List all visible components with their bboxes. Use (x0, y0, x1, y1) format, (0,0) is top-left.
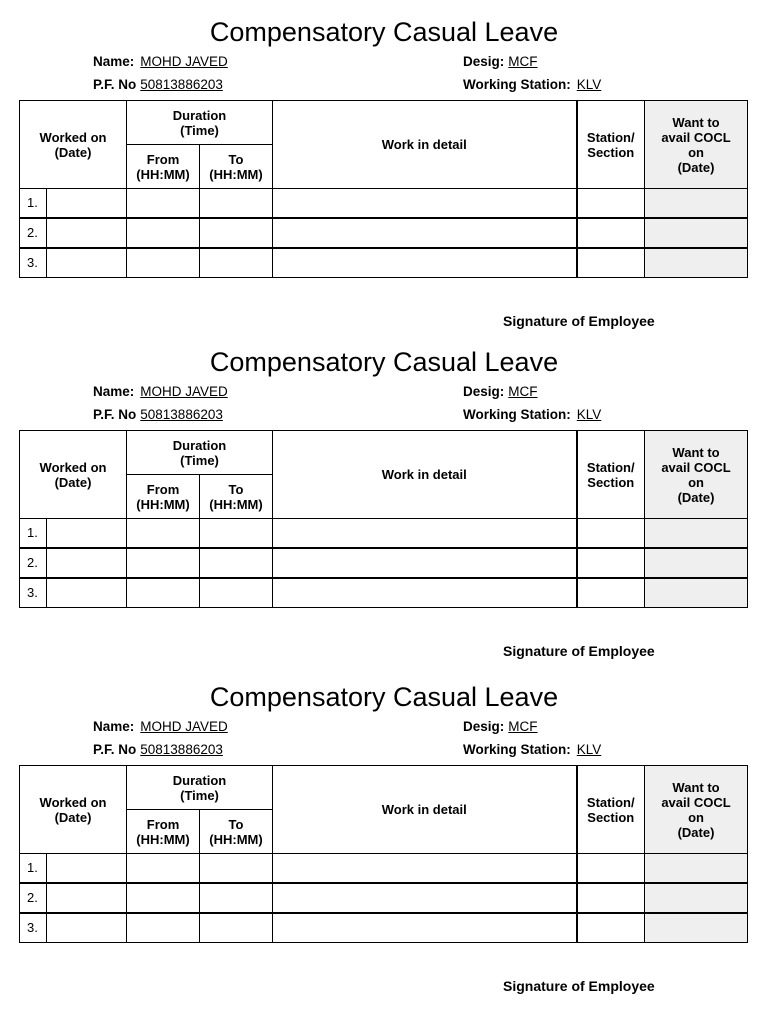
worked-on-cell[interactable] (47, 219, 126, 247)
desig-label: Desig: (463, 54, 505, 69)
table-row (20, 248, 748, 278)
work-detail-cell[interactable] (273, 913, 577, 943)
from-cell[interactable] (127, 248, 200, 278)
leave-form (0, 665, 768, 995)
pf-value: 50813886203 (140, 407, 223, 422)
to-cell[interactable] (200, 519, 273, 549)
worked-on-cell[interactable] (47, 884, 126, 912)
name-label: Name: (93, 719, 135, 734)
col-header-station-section: Station/ Section (577, 101, 645, 189)
desig-value: MCF (508, 384, 538, 399)
pf-field (93, 77, 223, 93)
work-detail-cell[interactable] (273, 548, 577, 578)
name-label: Name: (93, 384, 135, 399)
row-cell-worked-on[interactable] (20, 189, 127, 219)
table-row (20, 854, 748, 884)
want-cocl-cell[interactable] (645, 913, 748, 943)
name-value: MOHD JAVED (140, 719, 228, 734)
row-number: 3. (20, 914, 47, 942)
row-number: 1. (20, 189, 47, 217)
worked-on-cell[interactable] (47, 549, 126, 577)
pf-label: P.F. No (93, 742, 137, 757)
row-cell-worked-on[interactable] (20, 519, 127, 549)
worked-on-cell[interactable] (47, 854, 126, 882)
to-cell[interactable] (200, 854, 273, 884)
row-cell-worked-on[interactable] (20, 218, 127, 248)
desig-field (463, 54, 538, 70)
working-station-label: Working Station: (463, 407, 571, 422)
table-row (20, 578, 748, 608)
table-row (20, 189, 748, 219)
to-cell[interactable] (200, 218, 273, 248)
row-number: 3. (20, 579, 47, 607)
col-header-want-cocl: Want to avail COCL on (Date) (645, 431, 748, 519)
col-header-station-section: Station/ Section (577, 766, 645, 854)
col-header-want-cocl: Want to avail COCL on (Date) (645, 766, 748, 854)
form-title: Compensatory Casual Leave (209, 17, 559, 47)
col-header-to: To (HH:MM) (200, 810, 273, 854)
employee-signature-label: Signature of Employee (503, 643, 655, 659)
worked-on-cell[interactable] (47, 189, 126, 217)
row-number: 2. (20, 884, 47, 912)
to-cell[interactable] (200, 248, 273, 278)
pf-field (93, 742, 223, 758)
want-cocl-cell[interactable] (645, 248, 748, 278)
work-detail-cell[interactable] (273, 883, 577, 913)
col-header-worked-on: Worked on (Date) (20, 101, 127, 189)
station-section-cell[interactable] (577, 519, 645, 549)
col-header-want-cocl: Want to avail COCL on (Date) (645, 101, 748, 189)
col-header-from: From (HH:MM) (127, 145, 200, 189)
col-header-duration: Duration (Time) (127, 101, 273, 145)
working-station-value: KLV (576, 742, 602, 757)
table-row (20, 548, 748, 578)
desig-label: Desig: (463, 384, 505, 399)
working-station-field (463, 407, 601, 423)
row-number: 2. (20, 219, 47, 247)
station-section-cell[interactable] (577, 578, 645, 608)
to-cell[interactable] (200, 578, 273, 608)
desig-value: MCF (508, 54, 538, 69)
leave-table (19, 765, 748, 943)
to-cell[interactable] (200, 189, 273, 219)
station-section-cell[interactable] (577, 913, 645, 943)
leave-table (19, 430, 748, 608)
desig-field (463, 384, 538, 400)
employee-signature-label: Signature of Employee (503, 978, 655, 994)
work-detail-cell[interactable] (273, 248, 577, 278)
desig-field (463, 719, 538, 735)
row-number: 3. (20, 249, 47, 277)
from-cell[interactable] (127, 218, 200, 248)
table-row (20, 519, 748, 549)
row-cell-worked-on[interactable] (20, 854, 127, 884)
working-station-label: Working Station: (463, 77, 571, 92)
name-field (93, 54, 228, 70)
desig-value: MCF (508, 719, 538, 734)
name-value: MOHD JAVED (140, 384, 228, 399)
working-station-value: KLV (576, 77, 602, 92)
form-title: Compensatory Casual Leave (209, 682, 559, 712)
row-cell-worked-on[interactable] (20, 913, 127, 943)
pf-value: 50813886203 (140, 742, 223, 757)
want-cocl-cell[interactable] (645, 189, 748, 219)
row-number: 1. (20, 854, 47, 882)
work-detail-cell[interactable] (273, 519, 577, 549)
worked-on-cell[interactable] (47, 579, 126, 607)
col-header-work-detail: Work in detail (273, 431, 577, 519)
to-cell[interactable] (200, 913, 273, 943)
desig-label: Desig: (463, 719, 505, 734)
to-cell[interactable] (200, 883, 273, 913)
want-cocl-cell[interactable] (645, 883, 748, 913)
col-header-to: To (HH:MM) (200, 145, 273, 189)
row-number: 2. (20, 549, 47, 577)
from-cell[interactable] (127, 913, 200, 943)
col-header-from: From (HH:MM) (127, 810, 200, 854)
work-detail-cell[interactable] (273, 854, 577, 884)
col-header-from: From (HH:MM) (127, 475, 200, 519)
station-section-cell[interactable] (577, 883, 645, 913)
pf-label: P.F. No (93, 407, 137, 422)
leave-form (0, 330, 768, 660)
row-number: 1. (20, 519, 47, 547)
leave-form (0, 0, 768, 330)
from-cell[interactable] (127, 883, 200, 913)
want-cocl-cell[interactable] (645, 548, 748, 578)
row-cell-worked-on[interactable] (20, 248, 127, 278)
col-header-worked-on: Worked on (Date) (20, 431, 127, 519)
want-cocl-cell[interactable] (645, 578, 748, 608)
working-station-field (463, 77, 601, 93)
from-cell[interactable] (127, 189, 200, 219)
working-station-label: Working Station: (463, 742, 571, 757)
want-cocl-cell[interactable] (645, 854, 748, 884)
form-title: Compensatory Casual Leave (209, 347, 559, 377)
want-cocl-cell[interactable] (645, 519, 748, 549)
col-header-duration: Duration (Time) (127, 766, 273, 810)
col-header-worked-on: Worked on (Date) (20, 766, 127, 854)
pf-field (93, 407, 223, 423)
want-cocl-cell[interactable] (645, 218, 748, 248)
col-header-work-detail: Work in detail (273, 766, 577, 854)
station-section-cell[interactable] (577, 218, 645, 248)
to-cell[interactable] (200, 548, 273, 578)
working-station-value: KLV (576, 407, 602, 422)
station-section-cell[interactable] (577, 189, 645, 219)
from-cell[interactable] (127, 519, 200, 549)
station-section-cell[interactable] (577, 854, 645, 884)
pf-label: P.F. No (93, 77, 137, 92)
worked-on-cell[interactable] (47, 249, 126, 277)
worked-on-cell[interactable] (47, 914, 126, 942)
row-cell-worked-on[interactable] (20, 548, 127, 578)
from-cell[interactable] (127, 578, 200, 608)
worked-on-cell[interactable] (47, 519, 126, 547)
table-row (20, 883, 748, 913)
table-row (20, 913, 748, 943)
col-header-duration: Duration (Time) (127, 431, 273, 475)
name-value: MOHD JAVED (140, 54, 228, 69)
from-cell[interactable] (127, 854, 200, 884)
col-header-to: To (HH:MM) (200, 475, 273, 519)
work-detail-cell[interactable] (273, 218, 577, 248)
work-detail-cell[interactable] (273, 189, 577, 219)
from-cell[interactable] (127, 548, 200, 578)
row-cell-worked-on[interactable] (20, 578, 127, 608)
station-section-cell[interactable] (577, 548, 645, 578)
pf-value: 50813886203 (140, 77, 223, 92)
leave-table (19, 100, 748, 278)
table-row (20, 218, 748, 248)
col-header-work-detail: Work in detail (273, 101, 577, 189)
col-header-station-section: Station/ Section (577, 431, 645, 519)
name-field (93, 384, 228, 400)
employee-signature-label: Signature of Employee (503, 313, 655, 329)
working-station-field (463, 742, 601, 758)
name-label: Name: (93, 54, 135, 69)
name-field (93, 719, 228, 735)
row-cell-worked-on[interactable] (20, 883, 127, 913)
work-detail-cell[interactable] (273, 578, 577, 608)
station-section-cell[interactable] (577, 248, 645, 278)
